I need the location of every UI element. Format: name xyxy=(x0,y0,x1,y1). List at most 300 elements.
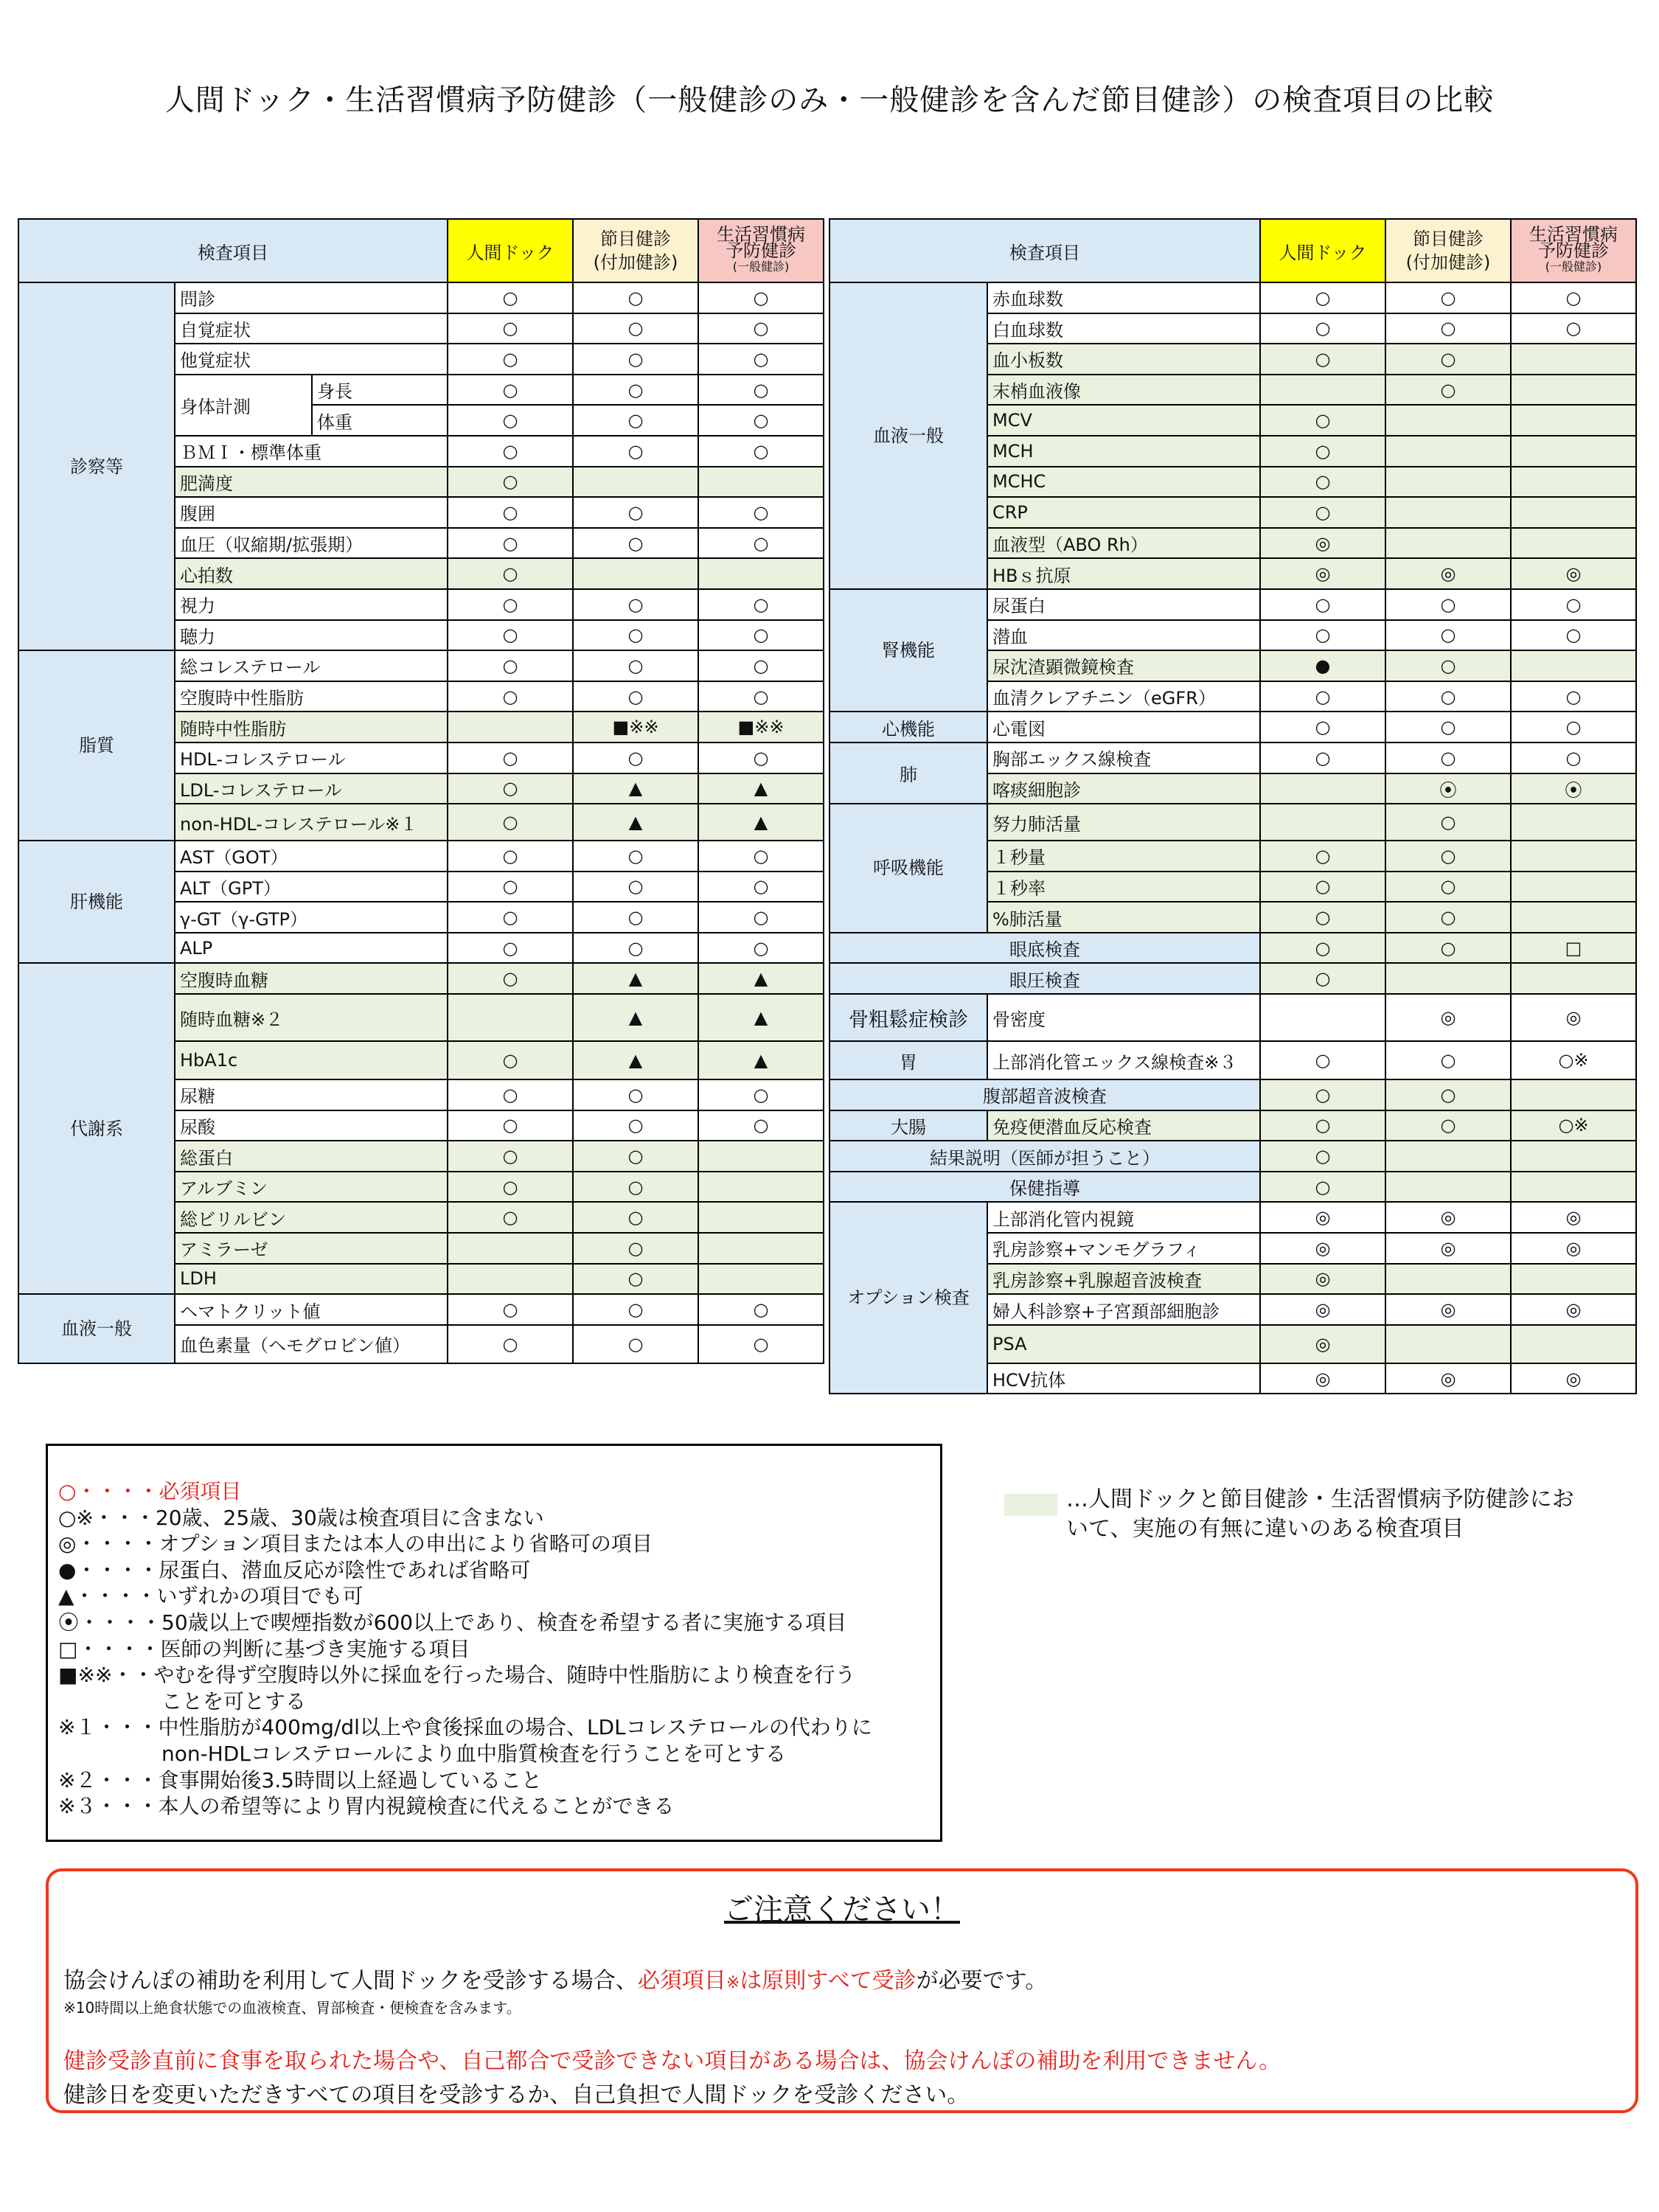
exam-item: 総コレステロール xyxy=(175,650,448,681)
mark-setsu xyxy=(1385,1141,1511,1172)
mark-life xyxy=(1511,344,1636,375)
mark-life: ○ xyxy=(698,436,824,467)
mark-setsu: ○ xyxy=(573,344,698,375)
exam-item: 身長 xyxy=(312,375,448,406)
mark-setsu: ○ xyxy=(1385,902,1511,933)
legend-line: ○・・・・必須項目 xyxy=(58,1479,242,1503)
mark-life xyxy=(1511,804,1636,841)
mark-dock: ○ xyxy=(448,742,573,773)
mark-dock xyxy=(448,712,573,742)
header-life xyxy=(698,219,824,282)
mark-dock: ○ xyxy=(448,1172,573,1203)
notice-line-4: 健診日を変更いただきすべての項目を受診するか、自己負担で人間ドックを受診ください。 xyxy=(63,2082,970,2108)
mark-setsu: ○ xyxy=(573,620,698,651)
category-jinkino: 腎機能 xyxy=(830,589,987,712)
mark-life: ▲ xyxy=(698,1041,824,1079)
mark-life xyxy=(698,1172,824,1203)
exam-item: ALT（GPT） xyxy=(175,872,448,902)
category-ketsueki-right: 血液一般 xyxy=(830,282,987,589)
mark-life: ○ xyxy=(698,620,824,651)
mark-dock: ○ xyxy=(1260,282,1385,313)
category-hai: 肺 xyxy=(830,742,987,804)
mark-life xyxy=(1511,497,1636,528)
mark-setsu: ○ xyxy=(573,589,698,620)
mark-dock: ◎ xyxy=(1260,1202,1385,1233)
mark-dock xyxy=(448,1233,573,1264)
mark-setsu: ◎ xyxy=(1385,1363,1511,1394)
mark-life: ◎ xyxy=(1511,558,1636,589)
mark-dock: ○ xyxy=(1260,467,1385,498)
mark-setsu: ○ xyxy=(573,1233,698,1264)
exam-item: γ-GT（γ-GTP） xyxy=(175,902,448,933)
mark-life: ○ xyxy=(698,313,824,344)
exam-item: 心電図 xyxy=(987,712,1260,742)
mark-dock: ○ xyxy=(1260,1172,1385,1203)
exam-item: 潜血 xyxy=(987,620,1260,651)
mark-life: ▲ xyxy=(698,804,824,841)
header-setsu-line1: 節目健診 xyxy=(1413,229,1484,249)
mark-dock: ○ xyxy=(448,1325,573,1363)
mark-dock: ○ xyxy=(448,620,573,651)
mark-dock: ○ xyxy=(1260,902,1385,933)
exam-item: AST（GOT） xyxy=(175,841,448,872)
exam-item: 他覚症状 xyxy=(175,344,448,375)
exam-item: 体重 xyxy=(312,405,448,436)
category-kankino: 肝機能 xyxy=(18,841,175,963)
mark-setsu xyxy=(573,467,698,498)
exam-item: 末梢血液像 xyxy=(987,375,1260,406)
table-row xyxy=(830,1079,1636,1110)
mark-setsu: ▲ xyxy=(573,963,698,994)
mark-setsu: ◎ xyxy=(1385,1202,1511,1233)
header-row xyxy=(18,219,824,282)
mark-setsu: ○ xyxy=(1385,804,1511,841)
exam-item: ＢＭＩ・標準体重 xyxy=(175,436,448,467)
mark-life: ○ xyxy=(1511,589,1636,620)
mark-setsu: ▲ xyxy=(573,994,698,1041)
difference-note xyxy=(1066,1485,1574,1544)
mark-life: ○ xyxy=(698,872,824,902)
notice-title: ご注意ください！ xyxy=(724,1893,960,1927)
exam-item: 血液型（ABO Rh） xyxy=(987,528,1260,559)
comparison-table-right xyxy=(829,218,1637,1394)
mark-life xyxy=(1511,1141,1636,1172)
legend-line: ことを可とする xyxy=(58,1688,307,1714)
table-row xyxy=(18,1294,824,1325)
exam-item: LDH xyxy=(175,1264,448,1295)
mark-life: ◎ xyxy=(1511,1233,1636,1264)
mark-dock: ◎ xyxy=(1260,1363,1385,1394)
exam-item: 血色素量（ヘモグロビン値） xyxy=(175,1325,448,1363)
exam-item: 随時血糖※２ xyxy=(175,994,448,1041)
mark-setsu: ○ xyxy=(1385,681,1511,712)
mark-dock: ○ xyxy=(1260,1141,1385,1172)
mark-setsu: ○ xyxy=(1385,1079,1511,1110)
mark-dock: ○ xyxy=(1260,1079,1385,1110)
header-life xyxy=(1511,219,1636,282)
mark-setsu: ○ xyxy=(1385,933,1511,964)
mark-life: ○ xyxy=(698,497,824,528)
exam-item: 尿酸 xyxy=(175,1110,448,1141)
notice-line-2: ※10時間以上絶食状態での血液検査、胃部検査・便検査を含みます。 xyxy=(63,1999,521,2017)
mark-life xyxy=(1511,841,1636,872)
mark-life: ○ xyxy=(698,405,824,436)
legend-line: ●・・・・尿蛋白、潜血反応が陰性であれば省略可 xyxy=(58,1557,531,1582)
table-row xyxy=(830,804,1636,841)
table-row xyxy=(830,933,1636,964)
table-row xyxy=(830,963,1636,994)
legend-line: ◎・・・・オプション項目または本人の申出により省略可の項目 xyxy=(58,1531,653,1557)
mark-life xyxy=(698,467,824,498)
legend-line: ○※・・・20歳、25歳、30歳は検査項目に含まない xyxy=(58,1505,544,1530)
mark-setsu: ○ xyxy=(573,742,698,773)
mark-life xyxy=(698,1233,824,1264)
mark-dock: ◎ xyxy=(1260,1264,1385,1295)
mark-dock: ◎ xyxy=(1260,558,1385,589)
mark-dock xyxy=(1260,773,1385,804)
mark-setsu: ○ xyxy=(1385,375,1511,406)
mark-setsu: ○ xyxy=(573,1294,698,1325)
mark-setsu: ○ xyxy=(1385,313,1511,344)
mark-life: ○ xyxy=(698,933,824,964)
header-life-line3: (一般健診) xyxy=(1545,260,1602,274)
exam-item: 白血球数 xyxy=(987,313,1260,344)
mark-dock: ○ xyxy=(448,344,573,375)
header-life-line2: 予防健診 xyxy=(726,240,796,261)
mark-dock: ○ xyxy=(1260,681,1385,712)
category-kotsusosho: 骨粗鬆症検診 xyxy=(830,994,987,1041)
mark-dock: ○ xyxy=(448,872,573,902)
mark-setsu xyxy=(573,558,698,589)
notice-line-1c: ※ xyxy=(726,1974,740,1992)
mark-life xyxy=(1511,902,1636,933)
category-taishakei: 代謝系 xyxy=(18,963,175,1294)
exam-item: 乳房診察+乳腺超音波検査 xyxy=(987,1264,1260,1295)
header-life-line1: 生活習慣病 xyxy=(717,224,805,245)
page-title: 人間ドック・生活習慣病予防健診（一般健診のみ・一般健診を含んだ節目健診）の検査項目の比較 xyxy=(164,83,1495,117)
mark-life: ○※ xyxy=(1511,1041,1636,1079)
mark-setsu: ○ xyxy=(573,282,698,313)
legend-line: ※３・・・本人の希望等により胃内視鏡検査に代えることができる xyxy=(58,1794,675,1819)
mark-dock: ○ xyxy=(1260,1110,1385,1141)
exam-item: 胸部エックス線検査 xyxy=(987,742,1260,773)
mark-setsu: ○ xyxy=(573,681,698,712)
mark-life: ○ xyxy=(698,681,824,712)
exam-item: 尿糖 xyxy=(175,1079,448,1110)
table-row xyxy=(18,963,824,994)
mark-life: ○ xyxy=(698,589,824,620)
mark-dock: ○ xyxy=(448,902,573,933)
exam-item: 血小板数 xyxy=(987,344,1260,375)
mark-dock xyxy=(448,1264,573,1295)
mark-life xyxy=(698,1202,824,1233)
mark-life: ○ xyxy=(698,282,824,313)
mark-setsu: ○ xyxy=(1385,841,1511,872)
exam-item: CRP xyxy=(987,497,1260,528)
mark-setsu: ○ xyxy=(573,405,698,436)
mark-dock: ◎ xyxy=(1260,1233,1385,1264)
mark-dock xyxy=(1260,375,1385,406)
mark-setsu xyxy=(1385,1264,1511,1295)
mark-dock: ○ xyxy=(448,497,573,528)
exam-item: 上部消化管内視鏡 xyxy=(987,1202,1260,1233)
mark-life: ○※ xyxy=(1511,1110,1636,1141)
mark-setsu: ○ xyxy=(573,902,698,933)
header-setsu xyxy=(1385,219,1511,282)
mark-life: ▲ xyxy=(698,994,824,1041)
table-row xyxy=(830,1202,1636,1233)
table-row xyxy=(830,742,1636,773)
mark-setsu: ○ xyxy=(573,1110,698,1141)
mark-setsu xyxy=(1385,497,1511,528)
mark-life: ○ xyxy=(698,344,824,375)
mark-life xyxy=(1511,467,1636,498)
mark-dock: ○ xyxy=(448,773,573,804)
exam-item: 喀痰細胞診 xyxy=(987,773,1260,804)
mark-dock: ○ xyxy=(448,558,573,589)
mark-dock: ○ xyxy=(1260,497,1385,528)
category-hoken: 保健指導 xyxy=(830,1172,1260,1203)
mark-life xyxy=(1511,528,1636,559)
mark-life: ○ xyxy=(1511,620,1636,651)
mark-dock: ◎ xyxy=(1260,528,1385,559)
category-shishitsu: 脂質 xyxy=(18,650,175,841)
mark-dock: ○ xyxy=(1260,436,1385,467)
table-row xyxy=(18,282,824,313)
mark-setsu: ○ xyxy=(573,1325,698,1363)
mark-dock xyxy=(1260,804,1385,841)
mark-life: ◎ xyxy=(1511,994,1636,1041)
mark-setsu xyxy=(1385,963,1511,994)
exam-item: 問診 xyxy=(175,282,448,313)
mark-life: ▲ xyxy=(698,963,824,994)
exam-item: 免疫便潜血反応検査 xyxy=(987,1110,1260,1141)
mark-setsu: ○ xyxy=(573,1079,698,1110)
table-row xyxy=(18,841,824,872)
mark-setsu: ○ xyxy=(573,375,698,406)
exam-item: PSA xyxy=(987,1325,1260,1363)
mark-dock: ○ xyxy=(448,467,573,498)
mark-life: □ xyxy=(1511,933,1636,964)
exam-item: 乳房診察+マンモグラフィ xyxy=(987,1233,1260,1264)
mark-dock: ○ xyxy=(448,1041,573,1079)
table-row xyxy=(830,282,1636,313)
mark-dock: ○ xyxy=(448,313,573,344)
mark-dock: ○ xyxy=(1260,841,1385,872)
exam-item: 血清クレアチニン（eGFR） xyxy=(987,681,1260,712)
mark-dock: ○ xyxy=(1260,620,1385,651)
mark-life: ○ xyxy=(698,650,824,681)
mark-setsu: ○ xyxy=(573,1264,698,1295)
notice-line-1 xyxy=(63,1962,1621,1994)
mark-setsu: ○ xyxy=(1385,650,1511,681)
difference-color-swatch xyxy=(1004,1494,1057,1516)
exam-item: 努力肺活量 xyxy=(987,804,1260,841)
mark-setsu xyxy=(1385,528,1511,559)
mark-life: ◎ xyxy=(1511,1363,1636,1394)
exam-item: 尿沈渣顕微鏡検査 xyxy=(987,650,1260,681)
mark-dock: ○ xyxy=(1260,742,1385,773)
mark-dock: ○ xyxy=(1260,344,1385,375)
notice-box xyxy=(46,1868,1638,2113)
exam-item: １秒率 xyxy=(987,872,1260,902)
mark-life xyxy=(1511,1325,1636,1363)
table-row xyxy=(830,1172,1636,1203)
mark-setsu: ○ xyxy=(573,1202,698,1233)
exam-item: MCHC xyxy=(987,467,1260,498)
mark-setsu: ○ xyxy=(1385,872,1511,902)
mark-life: ○ xyxy=(698,375,824,406)
mark-dock: ○ xyxy=(448,282,573,313)
mark-life: ○ xyxy=(1511,282,1636,313)
mark-life: ○ xyxy=(698,1325,824,1363)
mark-life xyxy=(1511,963,1636,994)
notice-line-3: 健診受診直前に食事を取られた場合や、自己都合で受診できない項目がある場合は、協会けんぽの補助を利用できません。 xyxy=(63,2048,1281,2074)
notice-line-1a: 協会けんぽの補助を利用して人間ドックを受診する場合、 xyxy=(63,1968,638,1994)
header-setsu-line2: (付加健診) xyxy=(1405,252,1491,273)
category-gantei: 眼底検査 xyxy=(830,933,1260,964)
mark-dock: ○ xyxy=(448,1079,573,1110)
table-row xyxy=(830,1041,1636,1079)
mark-setsu: ○ xyxy=(573,1141,698,1172)
mark-life xyxy=(1511,375,1636,406)
table-row xyxy=(830,589,1636,620)
mark-setsu: ▲ xyxy=(573,1041,698,1079)
exam-item: HBｓ抗原 xyxy=(987,558,1260,589)
mark-setsu: ▲ xyxy=(573,773,698,804)
legend-line: ※２・・・食事開始後3.5時間以上経過していること xyxy=(58,1767,542,1792)
exam-item: HDL-コレステロール xyxy=(175,742,448,773)
mark-life xyxy=(1511,1264,1636,1295)
mark-setsu xyxy=(1385,467,1511,498)
table-row xyxy=(18,650,824,681)
legend-line: ⦿・・・・50歳以上で喫煙指数が600以上であり、検査を希望する者に実施する項目 xyxy=(58,1610,847,1635)
mark-dock: ◎ xyxy=(1260,1294,1385,1325)
notice-line-1d: は原則すべて受診 xyxy=(740,1968,917,1994)
legend-line: ※１・・・中性脂肪が400mg/dl以上や食後採血の場合、LDLコレステロールの代わりに xyxy=(58,1715,872,1740)
mark-life xyxy=(698,1141,824,1172)
mark-life: ○ xyxy=(698,528,824,559)
legend-box xyxy=(46,1444,942,1842)
mark-life: ○ xyxy=(1511,681,1636,712)
exam-item: 婦人科診察+子宮頚部細胞診 xyxy=(987,1294,1260,1325)
mark-dock: ○ xyxy=(448,650,573,681)
header-dock: 人間ドック xyxy=(448,219,573,282)
header-setsu-line2: (付加健診) xyxy=(593,252,678,273)
mark-life xyxy=(1511,405,1636,436)
exam-item: 視力 xyxy=(175,589,448,620)
mark-setsu: ■※※ xyxy=(573,712,698,742)
mark-life: ▲ xyxy=(698,773,824,804)
mark-setsu: ○ xyxy=(573,650,698,681)
table-row xyxy=(830,712,1636,742)
mark-life xyxy=(1511,436,1636,467)
mark-setsu: ○ xyxy=(1385,742,1511,773)
mark-life: ○ xyxy=(1511,712,1636,742)
exam-item: ヘマトクリット値 xyxy=(175,1294,448,1325)
mark-setsu: ○ xyxy=(573,497,698,528)
mark-setsu: ◎ xyxy=(1385,558,1511,589)
exam-item: non-HDL-コレステロール※１ xyxy=(175,804,448,841)
mark-dock xyxy=(448,994,573,1041)
mark-setsu xyxy=(1385,436,1511,467)
mark-dock: ○ xyxy=(448,804,573,841)
header-setsu-line1: 節目健診 xyxy=(600,229,671,249)
exam-item: MCH xyxy=(987,436,1260,467)
category-kokyu: 呼吸機能 xyxy=(830,804,987,933)
mark-setsu: ○ xyxy=(1385,620,1511,651)
exam-item: HbA1c xyxy=(175,1041,448,1079)
mark-dock: ○ xyxy=(448,405,573,436)
mark-setsu: ◎ xyxy=(1385,1294,1511,1325)
exam-item: 腹囲 xyxy=(175,497,448,528)
mark-dock: ○ xyxy=(448,589,573,620)
mark-dock: ○ xyxy=(448,1110,573,1141)
legend-line: ▲・・・・いずれかの項目でも可 xyxy=(58,1584,364,1609)
notice-line-1e: が必要です。 xyxy=(916,1968,1048,1994)
mark-setsu: ○ xyxy=(573,841,698,872)
mark-life: ○ xyxy=(698,1294,824,1325)
mark-setsu: ◎ xyxy=(1385,1233,1511,1264)
mark-life: ○ xyxy=(1511,742,1636,773)
mark-setsu: ▲ xyxy=(573,804,698,841)
mark-setsu: ○ xyxy=(573,933,698,964)
exam-item: LDL-コレステロール xyxy=(175,773,448,804)
mark-dock: ○ xyxy=(448,528,573,559)
mark-life: ■※※ xyxy=(698,712,824,742)
mark-life xyxy=(698,558,824,589)
category-kekka: 結果説明（医師が担うこと） xyxy=(830,1141,1260,1172)
exam-item: 尿蛋白 xyxy=(987,589,1260,620)
mark-dock: ● xyxy=(1260,650,1385,681)
exam-item: 聴力 xyxy=(175,620,448,651)
header-item: 検査項目 xyxy=(18,219,448,282)
category-ganatsu: 眼圧検査 xyxy=(830,963,1260,994)
exam-item: 空腹時血糖 xyxy=(175,963,448,994)
category-option: オプション検査 xyxy=(830,1202,987,1394)
legend-line: non-HDLコレステロールにより血中脂質検査を行うことを可とする xyxy=(58,1741,786,1766)
mark-dock: ○ xyxy=(1260,405,1385,436)
mark-life: ○ xyxy=(698,841,824,872)
category-fukubu: 腹部超音波検査 xyxy=(830,1079,1260,1110)
mark-dock: ○ xyxy=(1260,1041,1385,1079)
mark-dock: ○ xyxy=(448,841,573,872)
exam-item: 心拍数 xyxy=(175,558,448,589)
exam-item: 赤血球数 xyxy=(987,282,1260,313)
mark-life xyxy=(698,1264,824,1295)
mark-life xyxy=(1511,1079,1636,1110)
comparison-table-left xyxy=(18,218,824,1364)
exam-item: ALP xyxy=(175,933,448,964)
mark-life: ◎ xyxy=(1511,1294,1636,1325)
mark-life: ○ xyxy=(698,1110,824,1141)
exam-item: １秒量 xyxy=(987,841,1260,872)
mark-setsu: ◎ xyxy=(1385,994,1511,1041)
exam-item: 随時中性脂肪 xyxy=(175,712,448,742)
exam-item: 空腹時中性脂肪 xyxy=(175,681,448,712)
mark-setsu: ○ xyxy=(1385,589,1511,620)
exam-item: MCV xyxy=(987,405,1260,436)
mark-life: ◎ xyxy=(1511,1202,1636,1233)
mark-life: ○ xyxy=(698,742,824,773)
legend-line: □・・・・医師の判断に基づき実施する項目 xyxy=(58,1636,470,1661)
mark-setsu: ○ xyxy=(573,436,698,467)
difference-note-line2: いて、実施の有無に違いのある検査項目 xyxy=(1066,1516,1464,1542)
exam-item: 肥満度 xyxy=(175,467,448,498)
mark-dock: ○ xyxy=(1260,589,1385,620)
category-daicho: 大腸 xyxy=(830,1110,987,1141)
mark-dock: ○ xyxy=(448,436,573,467)
